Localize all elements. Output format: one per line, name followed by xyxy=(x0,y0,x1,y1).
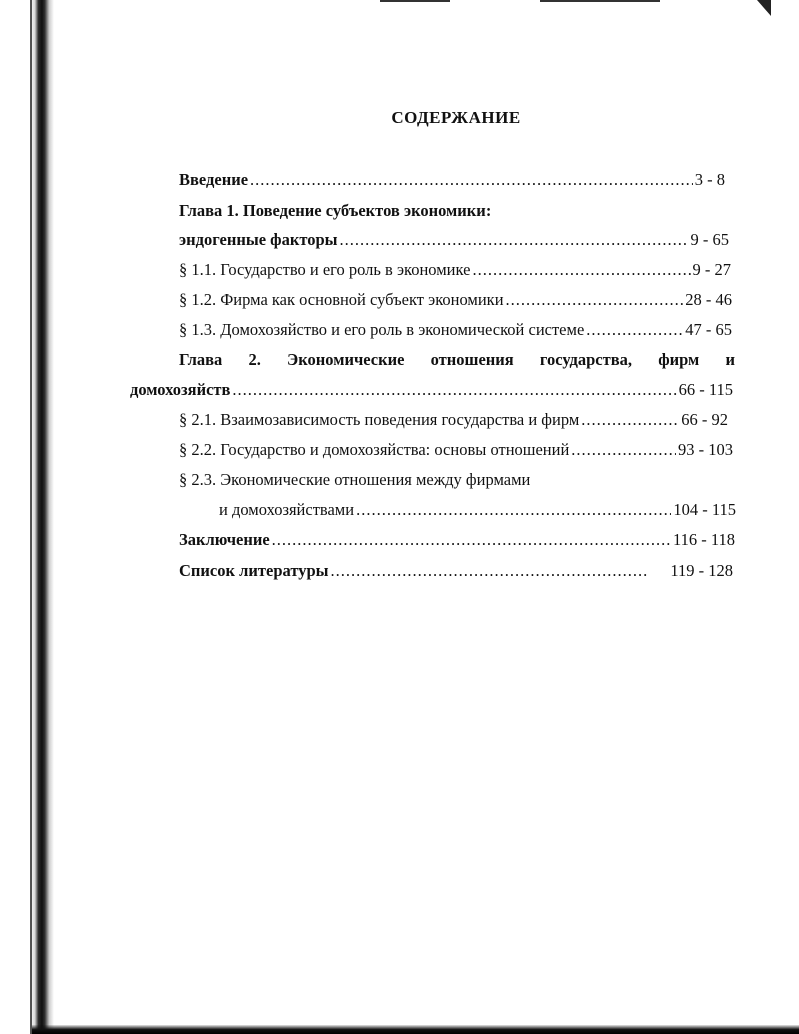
heading-word: 2. xyxy=(248,350,261,369)
toc-pages: 66 - 92 xyxy=(681,410,728,429)
toc-label: § 1.2. Фирма как основной субъект экономики xyxy=(179,290,504,309)
page-title: СОДЕРЖАНИЕ xyxy=(391,108,521,127)
toc-entry-2-2 xyxy=(179,440,733,460)
toc-pages: 119 - 128 xyxy=(670,561,733,580)
toc-pages: 28 - 46 xyxy=(685,290,732,309)
toc-pages: 9 - 27 xyxy=(692,260,731,279)
toc-entry-conclusion xyxy=(179,530,735,550)
toc-entry-2-3 xyxy=(219,500,736,520)
toc-pages: 104 - 115 xyxy=(673,500,736,519)
toc-entry-chapter-2 xyxy=(130,380,733,400)
toc-label: § 2.2. Государство и домохозяйства: основы отношений xyxy=(179,440,570,459)
toc-entry-2-1 xyxy=(179,410,728,430)
toc-label: и домохозяйствами xyxy=(219,500,355,519)
toc-pages: 93 - 103 xyxy=(678,440,733,459)
toc-entry-bibliography xyxy=(179,561,733,581)
toc-label: домохозяйств xyxy=(130,380,231,399)
toc-label: § 2.1. Взаимозависимость поведения государства и фирм xyxy=(179,410,580,429)
toc-leader xyxy=(571,440,676,460)
scan-bottom-edge xyxy=(32,1025,799,1034)
toc-label: § 1.3. Домохозяйство и его роль в экономической системе xyxy=(179,320,585,339)
heading-word: фирм xyxy=(658,350,700,369)
toc-label: § 1.1. Государство и его роль в экономике xyxy=(179,260,471,279)
toc-leader xyxy=(581,410,679,430)
toc-leader xyxy=(272,530,671,550)
toc-pages: 66 - 115 xyxy=(678,380,733,399)
toc-label: Введение xyxy=(179,170,249,189)
toc-pages: 3 - 8 xyxy=(694,170,725,189)
toc-leader xyxy=(340,230,689,250)
toc-entry-chapter-1 xyxy=(179,230,729,250)
toc-leader xyxy=(472,260,690,280)
toc-entry-2-3-line1: § 2.3. Экономические отношения между фирмами xyxy=(179,470,531,489)
toc-entry-1-3 xyxy=(179,320,732,340)
scan-left-edge xyxy=(30,0,54,1034)
heading-word: и xyxy=(725,350,735,369)
toc-leader xyxy=(586,320,683,340)
heading-word: отношения xyxy=(430,350,514,369)
toc-entry-intro xyxy=(179,170,725,190)
scan-corner-mark xyxy=(757,0,771,16)
toc-chapter-2-heading xyxy=(179,350,735,370)
toc-leader xyxy=(506,290,684,310)
toc-entry-1-1 xyxy=(179,260,731,280)
heading-word: Глава xyxy=(179,350,223,369)
toc-pages: 116 - 118 xyxy=(672,530,735,549)
toc-leader xyxy=(232,380,676,400)
toc-leader xyxy=(356,500,671,520)
heading-word: Экономические xyxy=(287,350,405,369)
toc-leader xyxy=(331,561,649,581)
scan-top-mark xyxy=(540,0,660,2)
heading-word: государства, xyxy=(539,350,633,369)
scan-top-mark xyxy=(380,0,450,2)
toc-label: Заключение xyxy=(179,530,270,549)
toc-leader xyxy=(250,170,693,190)
toc-label: Список литературы xyxy=(179,561,329,580)
toc-chapter-1-heading: Глава 1. Поведение субъектов экономики: xyxy=(179,201,492,220)
toc-entry-1-2 xyxy=(179,290,732,310)
toc-label: эндогенные факторы xyxy=(179,230,338,249)
toc-pages: 9 - 65 xyxy=(690,230,729,249)
toc-pages: 47 - 65 xyxy=(685,320,732,339)
